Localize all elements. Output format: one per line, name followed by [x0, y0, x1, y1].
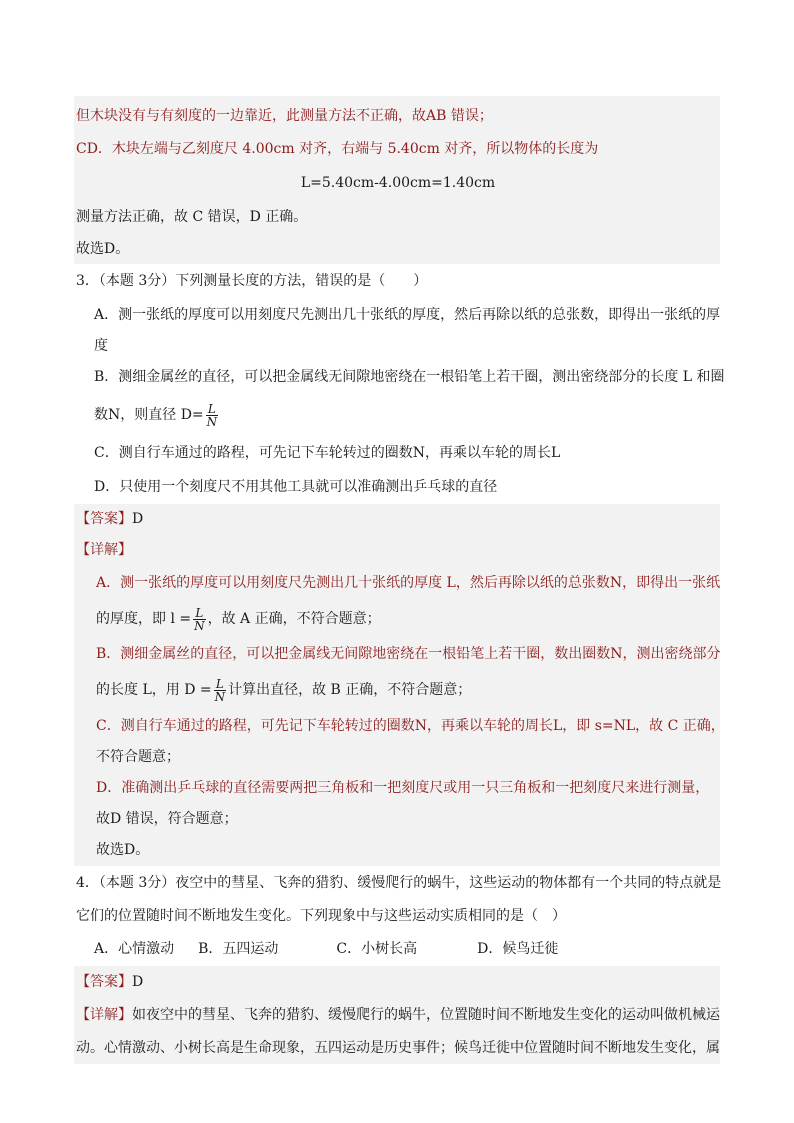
q3-option-b-fraction — [206, 403, 219, 428]
q4-options — [74, 932, 720, 966]
fraction-numerator: L — [206, 403, 219, 416]
detail-text: 如夜空中的彗星、飞奔的猎豹、缓慢爬行的蜗牛，位置随时间不断地发生变化的运动叫做机械运 — [132, 1007, 720, 1023]
answer-value: D — [132, 511, 144, 527]
q4-option-b: B．五四运动 — [198, 941, 279, 957]
q4-option-d: D．候鸟迁徙 — [477, 941, 559, 957]
q3-detail-line-7: D．准确测出乒乓球的直径需要两把三角板和一把刻度尺或用一只三角板和一把刻度尺来进行测量， — [96, 780, 710, 796]
detail-tag: 【详解】 — [76, 1007, 132, 1023]
detail-text: 的长度 L，用 D = — [96, 682, 212, 698]
q3-option-b-text: 数N，则直径 D= — [94, 407, 204, 423]
q3-detail-line-1: A．测一张纸的厚度可以用刻度尺先测出几十张纸的厚度 L，然后再除以纸的总张数N，即得出一张纸 — [96, 575, 721, 591]
prev-answer-block — [74, 96, 720, 264]
fraction-denominator: N — [206, 414, 218, 429]
q4-option-c: C．小树长高 — [336, 941, 418, 957]
q4-option-a: A．心情激动 — [94, 941, 175, 957]
fraction-denominator: N — [214, 689, 226, 704]
question-3 — [74, 264, 725, 866]
document-page — [74, 96, 725, 1064]
q3-detail-line-4 — [94, 670, 720, 710]
q3-detail-line-6: 不符合题意； — [96, 749, 180, 765]
q4-stem-line-1: 4．（本题 3分）夜空中的彗星、飞奔的猎豹、缓慢爬行的蜗牛，这些运动的物体都有一个共同的特点就是 — [76, 875, 722, 891]
answer-value: D — [132, 974, 144, 990]
fraction-numerator: L — [193, 607, 206, 620]
prev-answer-formula: L=5.40cm-4.00cm=1.40cm — [300, 175, 496, 191]
q4-answer — [74, 966, 720, 998]
q3-option-a-line-1: A．测一张纸的厚度可以用刻度尺先测出几十张纸的厚度，然后再除以纸的总张数，即得出一张纸的厚 — [94, 307, 721, 323]
q3-answer — [74, 504, 720, 534]
detail-text: 的厚度，即 l = — [96, 611, 192, 627]
q4-answer-block — [74, 966, 720, 1064]
q3-option-a-line-2: 度 — [94, 338, 108, 354]
q3-detail-line-8: 故D 错误，符合题意； — [96, 811, 238, 827]
q3-detail-tag: 【详解】 — [76, 542, 132, 558]
answer-tag: 【答案】 — [76, 511, 132, 527]
fraction-numerator: L — [214, 678, 227, 691]
q4-detail-line-1 — [74, 998, 720, 1032]
q3-option-c: C．测自行车通过的路程，可先记下车轮转过的圈数N，再乘以车轮的周长L — [94, 445, 561, 461]
prev-answer-line-2: CD．木块左端与乙刻度尺 4.00cm 对齐，右端与 5.40cm 对齐，所以物体的长度为 — [76, 141, 599, 157]
detail-fraction-l-over-n — [214, 678, 227, 703]
q4-detail-line-2: 动。心情激动、小树长高是生命现象，五四运动是历史事件；候鸟迁徙中位置随时间不断地发生变化，属 — [76, 1040, 720, 1056]
q3-stem: 3．（本题 3分）下列测量长度的方法，错误的是（ ） — [76, 273, 428, 289]
q3-detail-body — [74, 566, 725, 866]
q3-answer-block — [74, 504, 725, 866]
prev-answer-line-3: 测量方法正确，故 C 错误，D 正确。 — [76, 209, 308, 225]
prev-answer-line-4: 故选D。 — [76, 241, 130, 257]
fraction-denominator: N — [194, 618, 205, 633]
detail-fraction-l-over-n — [193, 607, 206, 632]
q4-stem-line-2: 它们的位置随时间不断地发生变化。下列现象中与这些运动实质相同的是（ ） — [76, 908, 566, 924]
q3-detail-line-2 — [94, 600, 720, 638]
detail-text: ，故 A 正确，不符合题意； — [207, 611, 381, 627]
q3-detail-line-3: B．测细金属丝的直径，可以把金属线无间隙地密绕在一根铅笔上若干圈，数出圈数N，测出密绕部分 — [96, 646, 721, 662]
prev-answer-line-1: 但木块没有与有刻度的一边靠近，此测量方法不正确，故AB 错误； — [76, 108, 493, 124]
question-4 — [74, 866, 720, 1064]
q3-detail-line-9: 故选D。 — [96, 842, 150, 858]
q3-option-b-line-1: B．测细金属丝的直径，可以把金属线无间隙地密绕在一根铅笔上若干圈，测出密绕部分的长度 L 和圈 — [94, 369, 725, 385]
q3-detail-line-5: C．测自行车通过的路程，可先记下车轮转过的圈数N，再乘以车轮的周长L，即 s=NL，故 C 正确， — [96, 718, 725, 734]
detail-text: 计算出直径，故 B 正确，不符合题意； — [228, 682, 472, 698]
q3-option-b-line-2 — [74, 394, 720, 436]
answer-tag: 【答案】 — [76, 974, 132, 990]
q3-option-d: D．只使用一个刻度尺不用其他工具就可以准确测出乒乓球的直径 — [94, 479, 498, 495]
